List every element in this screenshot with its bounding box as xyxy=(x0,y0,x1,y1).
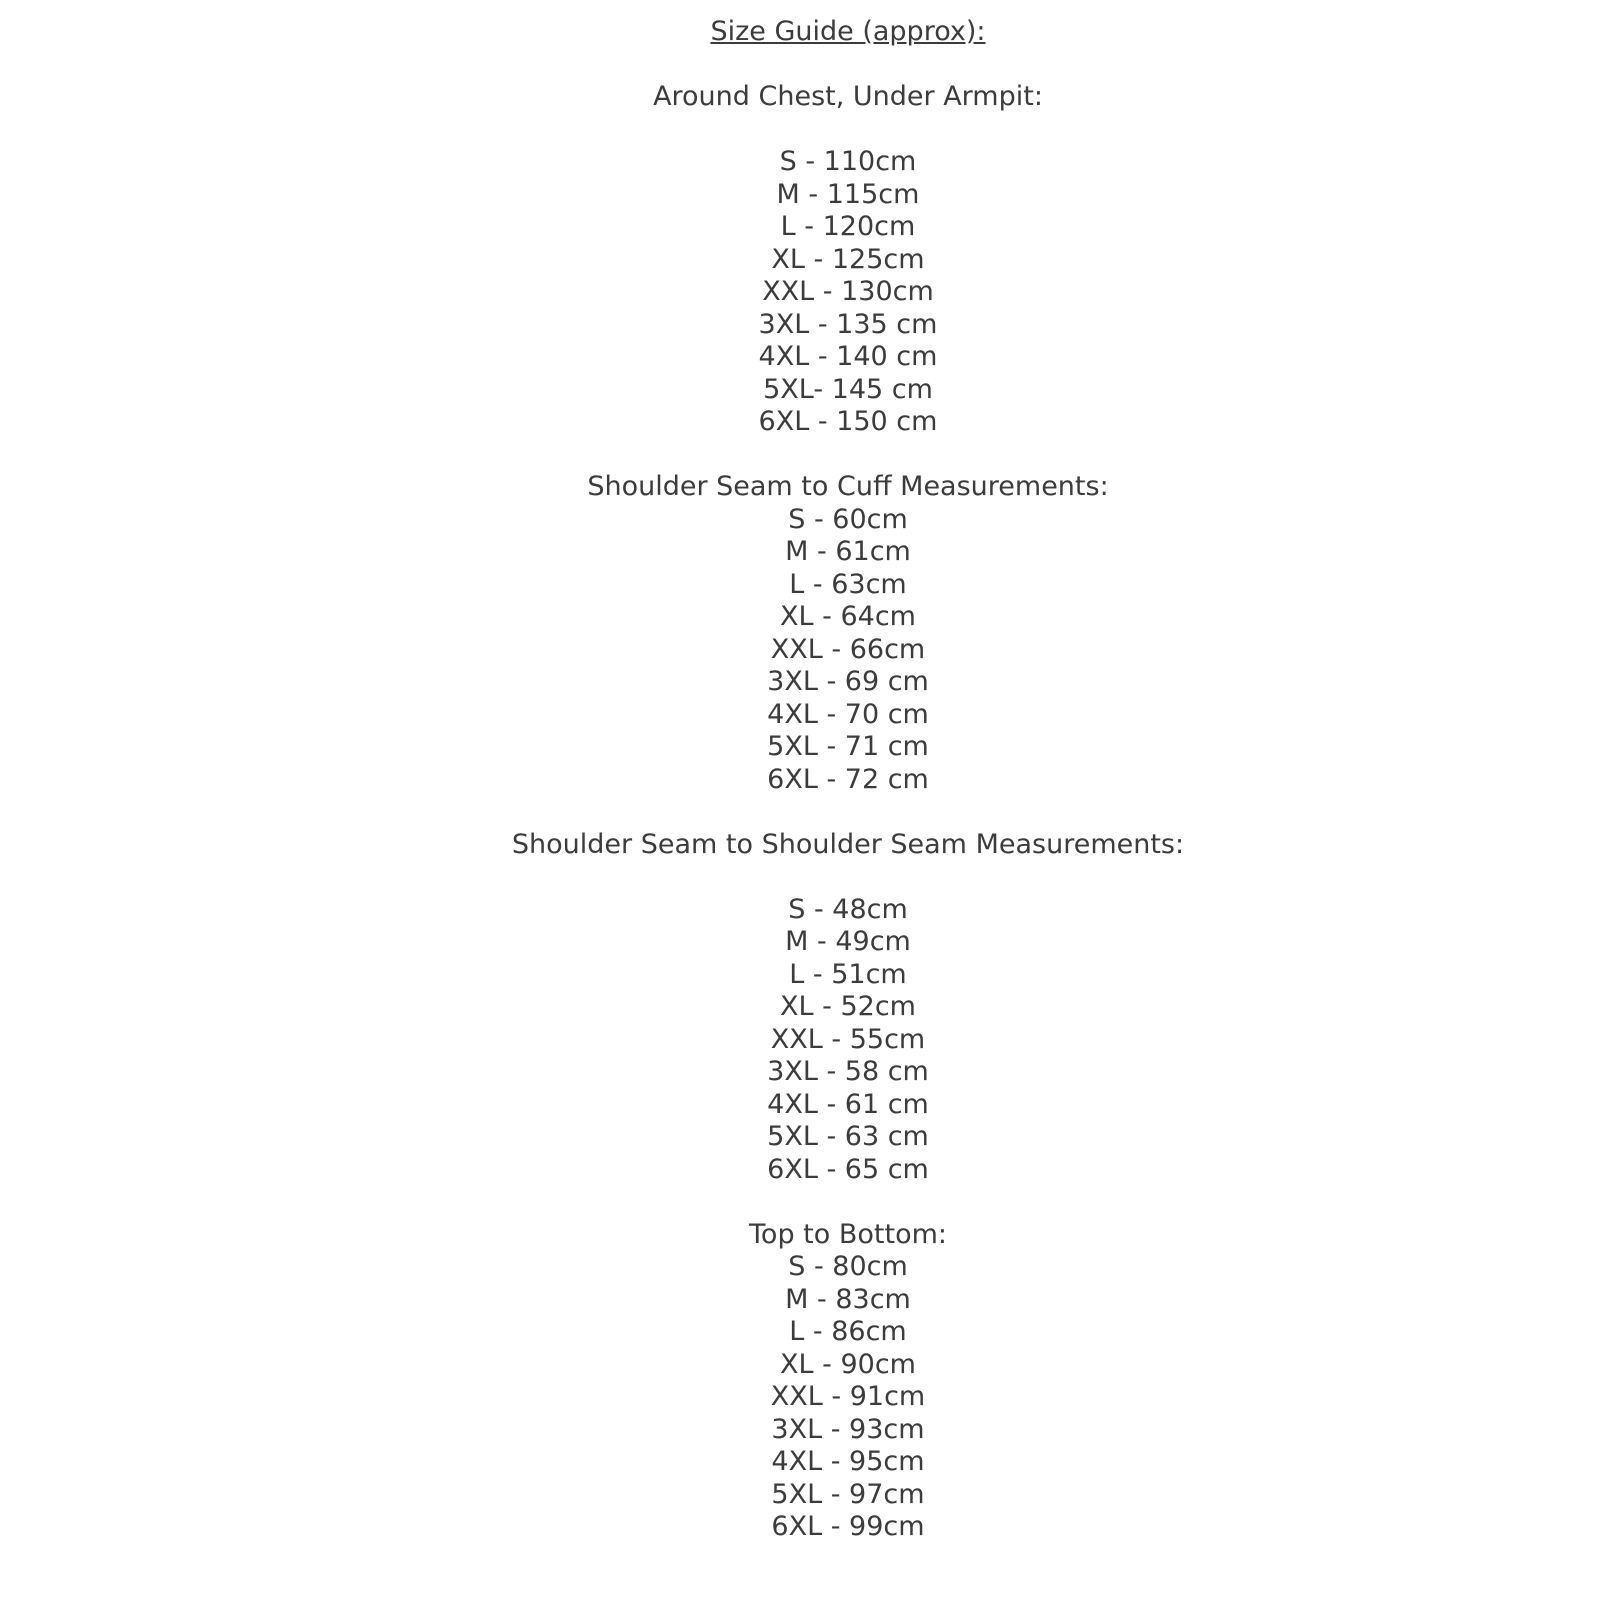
section-heading-chest: Around Chest, Under Armpit: xyxy=(653,81,1043,112)
page-title-line xyxy=(96,16,1600,49)
size-row: M - 115cm xyxy=(776,178,920,210)
size-row: XL - 90cm xyxy=(780,1348,916,1380)
size-row: 3XL - 58 cm xyxy=(767,1056,929,1087)
size-row: S - 60cm xyxy=(788,503,908,535)
size-row: L - 86cm xyxy=(789,1316,907,1347)
size-row: 5XL - 63 cm xyxy=(767,1121,929,1152)
size-row: S - 80cm xyxy=(788,1251,908,1282)
size-row: XL - 52cm xyxy=(780,991,916,1022)
blank-line xyxy=(96,796,1600,829)
size-row: L - 51cm xyxy=(789,958,907,990)
size-row: 4XL - 95cm xyxy=(771,1446,925,1477)
size-row: XXL - 66cm xyxy=(770,633,926,665)
section-heading-shoulder: Shoulder Seam to Shoulder Seam Measurements: xyxy=(511,828,1185,860)
blank-line xyxy=(96,1186,1600,1219)
size-row: 5XL - 97cm xyxy=(771,1478,925,1510)
size-row: S - 48cm xyxy=(788,893,908,925)
size-row: 3XL - 135 cm xyxy=(758,308,938,340)
size-row: 5XL - 71 cm xyxy=(767,731,929,762)
blank-line xyxy=(96,439,1600,472)
size-row: L - 63cm xyxy=(789,568,907,600)
size-row: XXL - 130cm xyxy=(762,276,934,307)
size-row: 4XL - 61 cm xyxy=(767,1088,929,1120)
size-row: S - 110cm xyxy=(779,146,917,177)
size-row: L - 120cm xyxy=(780,211,916,242)
size-row: 3XL - 69 cm xyxy=(767,666,929,697)
size-row: 6XL - 150 cm xyxy=(758,406,938,437)
section-heading-length: Top to Bottom: xyxy=(749,1218,947,1250)
size-row: 6XL - 99cm xyxy=(771,1511,925,1542)
size-row: 5XL- 145 cm xyxy=(763,373,933,405)
size-row: M - 61cm xyxy=(785,536,911,567)
size-row: XXL - 91cm xyxy=(770,1381,926,1412)
size-row: 6XL - 72 cm xyxy=(767,763,929,795)
page-title: Size Guide (approx): xyxy=(710,16,986,47)
size-row: XXL - 55cm xyxy=(770,1023,926,1055)
size-row: XL - 125cm xyxy=(771,243,925,275)
size-row: 4XL - 70 cm xyxy=(767,698,929,730)
size-row: XL - 64cm xyxy=(780,601,916,632)
blank-line xyxy=(96,114,1600,147)
section-heading-cuff: Shoulder Seam to Cuff Measurements: xyxy=(587,471,1109,502)
size-row: 4XL - 140 cm xyxy=(758,341,938,372)
size-row: M - 49cm xyxy=(785,926,911,957)
size-row: 6XL - 65 cm xyxy=(767,1153,929,1185)
size-row: 3XL - 93cm xyxy=(771,1413,925,1445)
size-row: M - 83cm xyxy=(785,1283,911,1315)
blank-line xyxy=(96,49,1600,82)
blank-line xyxy=(96,861,1600,894)
